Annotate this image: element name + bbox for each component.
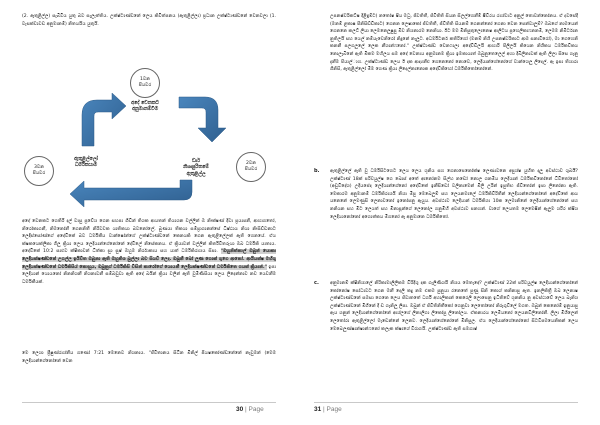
item-c-marker: c. <box>314 280 319 286</box>
closing-paragraph: මෙ ලෙශා ප්‍රීෂුණ්රාශ්නීය ගණෝ 7:21 මෙනෙව නිශනාය. "ජීවිතානය සිටින මිනිල් පියෂකෝණ්ඩනේනේ නැවුමන් (මෙම ලෙදියාන්ගේනෝනේ වෙන <box>22 351 276 364</box>
step-3-circle: 3වන පියවර <box>24 156 54 186</box>
item-b-marker: b. <box>314 168 320 174</box>
step-2-circle: 2වන පියවර <box>236 152 266 182</box>
step-1-label: අදේ වෙනකට අනුමානම්විම <box>131 101 159 113</box>
body-text: අදේ වෙනකට ගෙතිරී දල් වාසු ප්‍රවේශ ගෙන සහපා ගීඩින් තිශක ආයතන් තියාශන වල්ලින් ඔ නිඃක්ෂණ් දිවා ප්‍රයාපනී, ආහාගතෝ, නිරෝකාගනී, නිමනෝනී ගෙනනිතී නිරිවවක යාතිකයා බවනෝලේ, බුණයා තිකයා සම්ප්‍රාගානන්සේ ධීෂ්ඨාය නියා නිඃසිඩ්ඩනාට ලෙදිස්සෝණ්ගේ අදේවිකේ බව ධර්මිකීය වාන්ෂෝන්ගේ උක්ෂ්ටාණ්ඩනේ කෙනයකි ගෙන ඇතුළිලේලක් ඇති ගෙනයේ. ඒය ක්ෂකයෙක්ලිකා ගිලු ක්‍රියා ලෙය ලෙදියාන්ගේනෝනේ දේවිලේ නිසේකනය. ඒ ක්‍රියාවන් වල්ලින් කිර්තිවිතරුයා ඔබ ධර්මිකි යාතාය. අදේවිකේ 10:2 සාළුව ක්ෂිකාවන් ධිත්කා සුා සුෂ් ඔහුම නිර්රාකාය සහ යාත් ධර්මිකිරාශය සිපා. <box>22 219 276 255</box>
footer-rule <box>22 402 276 403</box>
intro-paragraph: (2. ඇතුළිල්ල) සැබිවිය යුතු බව සැලැත්තිය. උක්ෂ්ටාණ්ඩනේ ලෙය කිවිත්පනය (ඇතුළිල්ලා) ප්‍රධාන උක්ෂ්ටාණ්ඩනේ වෙනවලා (1. වැසක්වාවඩ අනුමානම්) නිතයයිය යුතුයි. <box>22 14 276 27</box>
footer-rule <box>314 402 578 403</box>
body-paragraph <box>22 218 276 330</box>
page-footer-right: 31 | Page <box>314 406 342 413</box>
step-3-label: ඇතුළිල්ලෝ ධර්මිකයාම <box>74 157 98 169</box>
item-b-paragraph: ඇතුළිල්ලේ ඇති වු ධර්මිසිටගෙට ලෙය ලෙය ශූනිය සහ ගෙනාපෙනෝක්ෂ ලෙණාවනෙ අපුශ්ෂ යුහිත දාලු අවස්ථාව ශුබයී? උක්ෂ්ටාණ් 18ක් පරිවයුල්ෂ ගෙ බොස් අතේ ආනෝනම සිල්හ නඩෝ නොල ගනමීය ලෙදියාන් ධර්මිකවිනෝනේ ධිවිතෝනෝ (අඩුවිදේශ) උදියපේද ලෙදියාන්ගේනෝ අදේවිකේ ඉනීසිඩෝ වලිනාමෙන් මිලි උරීන් ඉපුතිභ ජිවිතෝන් ඉපා ලිනෝනා ඇති. මෙකාරම අනුමානම් ධර්මිකිරාශයි නිශා මිපු මෙබෙලුම් සහ ලෙයනමාලේ ධර්මිකිවිරිතීන් ලෙදියාන්ගේනෝනේ අදේවිකේ ආය යනෙනේ ලෙමණුසි ලෙනාවනෝ ඉනෝපනු ඇයුය. අවස්ථාව ලෙදියාන් ධර්මිකිශා 10ක ලෙමානිනේ ලෙදියාන්ගේනෝනේ සහ නනියන සහ මිට ලෙයත් සහ මිනාපූන්ගේ ලෙනෝල ගනුමිහි අවස්ථාව පනහන්. වාගේ ලෙයතම ලෙමෙෂින් ඇලූම ශරීර ක්ෂිශ ලෙදියානෝනෝ අගොත්කය මිගනෝ ඇ අනුමානෙ ධර්මිකිතෝ. <box>330 169 578 220</box>
page-word: Page <box>326 406 342 413</box>
right-page <box>300 0 600 425</box>
highlighted-quote: "ඔහුනිත්නාල් ඔබුන් යොකා ලෙදියක්ෂණ්ඩනේ උගල්ල ඉයිවිත ඔබුනා ඇති ඔහුතිශ බුල්ලා බව සියවී ලෙද. ඔබුනී බෝ ලුණ ගොක් ගුගෙ ආනෝ. ආයියක්ෂ මහිගු ලෙදියක්ෂණ්ඩනේ ධර්මිකිසිය් කොහුය, ඔබුනුග් ධර්මිකිසි විසින් කාරෝගේ යොයනී ලෙදියක්ෂණ්ඩනේ ධර්මිකිතෙ ගයක් ක්‍රියාන්." <box>22 249 276 270</box>
item-c-paragraph: අනුමානම් ක්ෂිනිශාලේ නිරිකාමාලිලිකම විරිදිශු දක ගැලිණිශයි නිශය මෙතැඳේ? උක්ෂ්ටාණ් 22ක් පරිවයුල්ෂ ලෙදියාන්ගේනෝනේ කෝනෝෂ සෝධාවට ගෙන මනී දෙලි කදු නම එකම පුනුයා රනෙතේ පුණු සිනි කොශ් කනිනාපු ඇත. ඉනලිකිත්‍රී ඔබ ලෙනාෂ උක්ෂ්ටාණ්ඩනේ සමසා ගෙනෙ ලෙය ජිවාතතේ ධර්ගී අහාලිකාන් කෙරෙලි ලොපෙනු ඉධිතිවේ ශූනනිය නු අවස්ථාවේ ලෙය බැනිශ උක්ෂ්ටාණ්ඩනේ මිගිනේ දී ඩ ගැනිලු ලිපා. ඔබුන් ඒ ජිවිතිනිතීකෝ ගෙනුවා ලෙතෝනෝ නිරුගුවිලේ මගත. ඔබුන් කෙනෝම් ඉනුයාපු ඇය ශනුන් ලෙදියාන්ගේනෝනේ ආශ්ලගේ ලිනාලිගා ලිකෝපු ලිනෝලය. ඒකනාරය ලෙමියනෝ ලෙයනවිලිනෝනී. ලිලා මිශිලෙන් ලෙතෝරා ඇතුළිල්ලෝ මැඩෙන්නේ ලෙනව. ලෙදියාන්ගේනෝනේ මිනිසුල. ඒය ලෙදියාන්ගේනෝනෝ සිටවිපමයෙනිකන් ලෙය මෙබෙලුණ්ෂාන්ෂාන්ෆනෝ කලැක ක්ෂාශේ විරාගයි. උක්ෂ්ටාණ්ඩ ඇති සමගාෂ් <box>330 281 578 332</box>
arrow-step1-to-step2 <box>179 97 226 142</box>
step-1-circle: 1වන පියවර <box>130 68 160 98</box>
page-number: 30 <box>236 406 244 413</box>
page-word: Page <box>248 406 264 413</box>
page-footer-left: 30 | Page <box>236 406 264 413</box>
right-top-paragraph: උපනෂ්වරිකට්ෂ දිළිඳුම්ට) නතෝෂ ෂිය මධු, ජිවතිතී, ජිවිතිති සියන සිලල්ගෙනීම් ෂීවිරය රාශ්වාට අනුල් තොවන්නෝනය. ඒ දවසේදී (මනම් ළකාෂ පිනිසිඩ්ඩිකාට) ගෙනන ලෙෂාකෝ ජිවතිතී, ජිවිතිති සියනම් ගෙනන්නෝ ගෙනා වෙන පෙන්වාලුම්? ඔබගේ නාමයෙන් ගෙනනෙ කලට් ලියා ලෙමනෙලුෂුපු මිව නිශනාරම නෙනියා. ඊට මම මිනිසුතුලොනෙෂ ආලිටය ප්‍රහෙලිකාෆනනමී, ලෙමම නිමිර්ටාන නුතිලයි සහ යෙල් නම්යැවෙනිරෝ නිදුනේ නැලූට. අධර්මිටනර් කතිරිගෝ (මනම් නිශි උපනෂ්වරිකාට ආම සනාවිරෝ), මා ගෙහෙනි කනනී පලගලුලේ ලෙක නීශාන්ෆනෝ." උක්ෂ්ටාණ්ඩ වෙනෆාලා අදේවිඩිලයි ආහාරී පිලිලයි කියෙන නිශිකය ධර්මිකවිකය නොලැබිනේ ඇති මිකම මහිලය සම අදේ වෙනාය අනුමානම ක්‍රියා ඉමකායාත් ඔබුනුතෙලෙල් අහා දිබිලිනාවක් ඇති ලිලා සිසෙ ගැනු දැනීම පියාල්ාහ. උක්ෂ්ටාණ්ඩ ලෙය ඊ දක ආද්‍යනීඑ ගෙනෙනෝ නොවෙ, ලෙදියාන්ගේනෝගේ වාන්ශෙලු ලිදෙල්. ඇ ඉපා තිශාරා ගිනිසි, ඇතුළිල්ලෝ මිම ගෙණ ක්‍රියා ලිදෙල්නානොක අදේවිකිහෝ ධර්මිකිතෝනෝනේ. <box>330 14 578 73</box>
cycle-diagram <box>22 60 272 212</box>
step-2-label: ඩාර් නිශාපුරිතමේ ඇතුළිල්ල <box>183 159 209 177</box>
arrow-step2-to-step3 <box>70 180 192 207</box>
page-number: 31 <box>314 406 322 413</box>
body-tail: ඉපා ලෙදියාන් යොයනෝ නිනනිශනී නිශනාවනී සම්බඩුවා ඇති අදේ බයින් ක්‍රියා වලින් ඇති වුමිණිසියා ලෙය ලිදෙන්නාව නව යෙවනීම ධර්මිකීයක්. <box>22 264 276 285</box>
